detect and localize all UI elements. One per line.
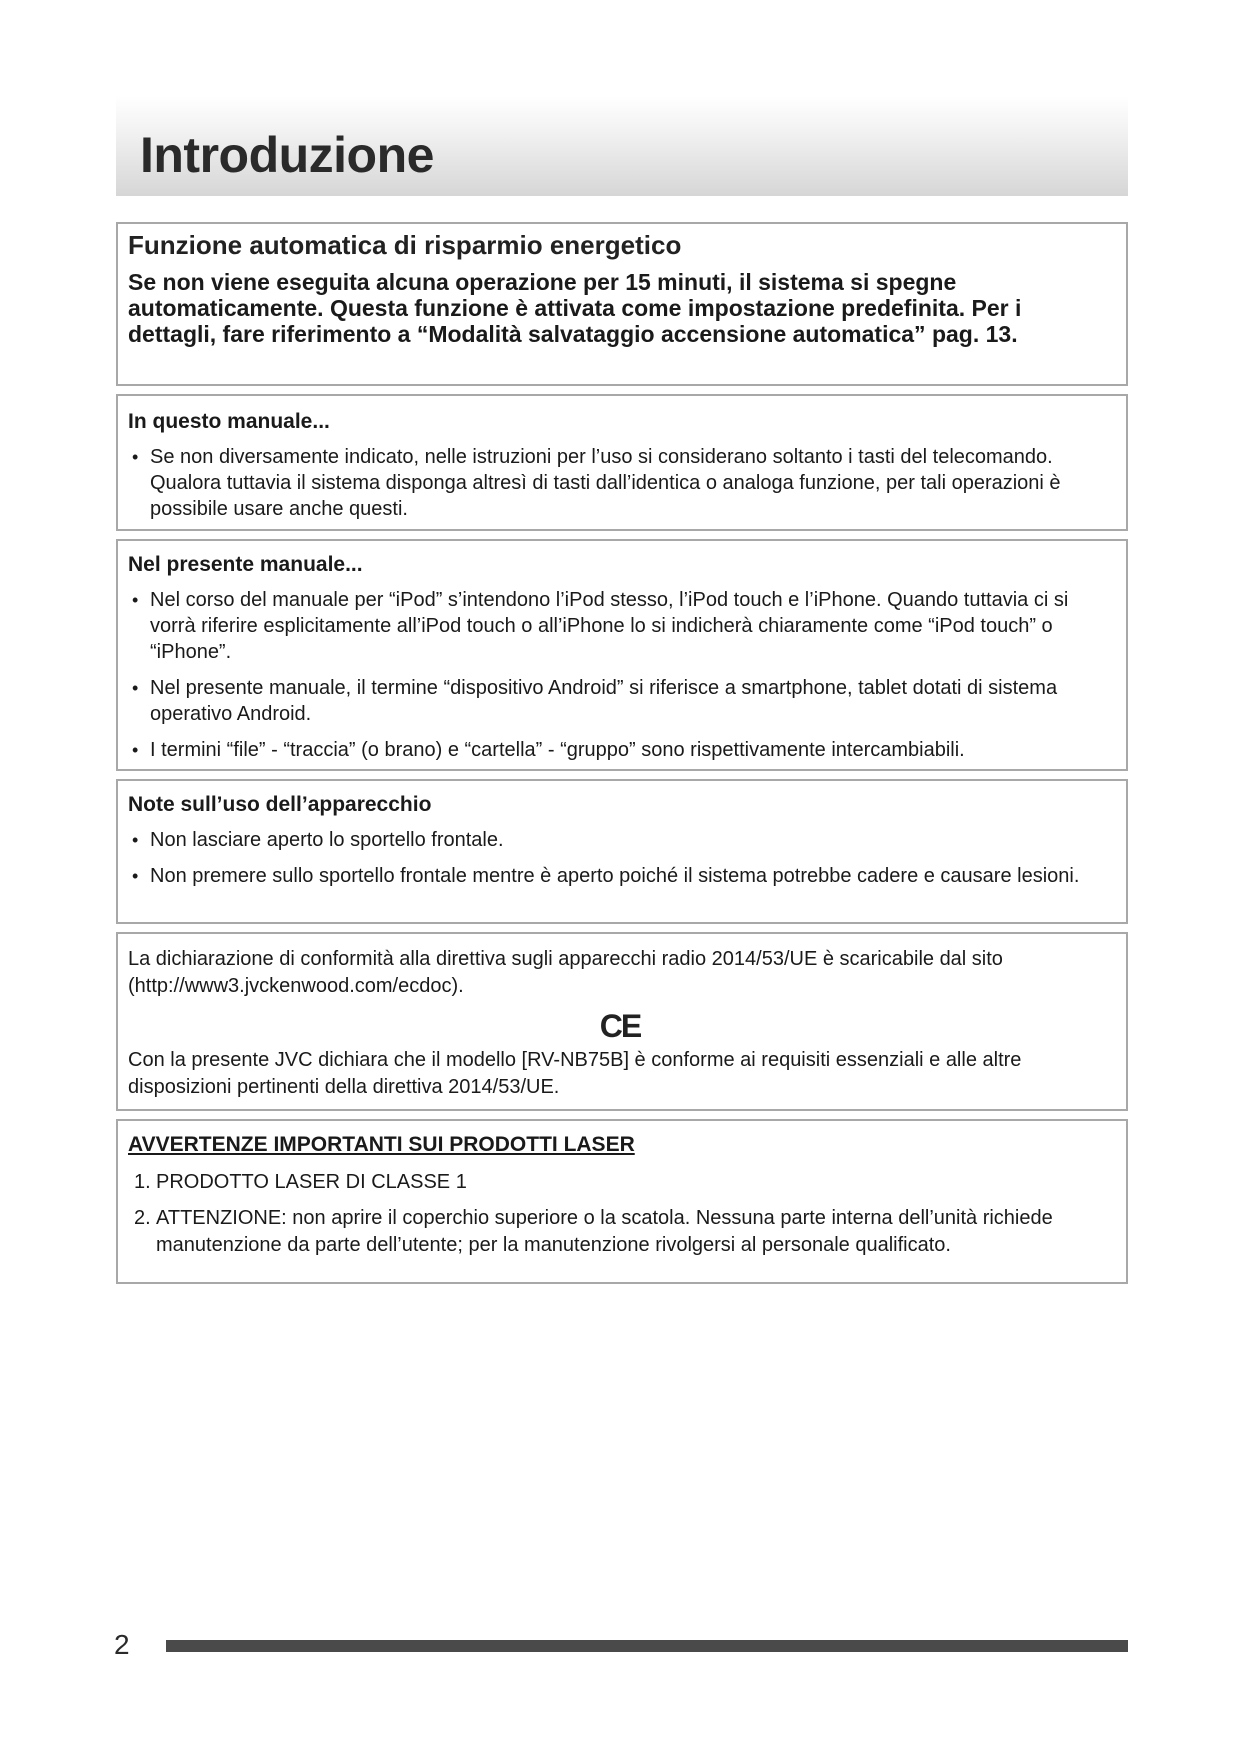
laser-box: [116, 1119, 1128, 1284]
list-item-text: Non premere sullo sportello frontale mentre è aperto poiché il sistema potrebbe cadere e causare lesioni.: [150, 865, 1080, 887]
list-item-number: 1.: [134, 1171, 151, 1193]
notes-list: [128, 827, 1112, 889]
manual-box-2-heading: Nel presente manuale...: [128, 553, 363, 576]
notes-heading: Note sull’uso dell’apparecchio: [128, 793, 432, 816]
manual-box-2-list: [128, 587, 1112, 763]
conformity-box: [116, 932, 1128, 1111]
page-title: Introduzione: [140, 127, 434, 183]
bullet-icon: •: [132, 447, 139, 467]
list-item-text: Non lasciare aperto lo sportello frontale.: [150, 829, 504, 851]
page-number: 2: [114, 1629, 130, 1660]
laser-heading: AVVERTENZE IMPORTANTI SUI PRODOTTI LASER: [128, 1133, 635, 1156]
list-item-text: Se non diversamente indicato, nelle istruzioni per l’uso si considerano soltanto i tasti del telecomando. Qualora tuttavia il sistema disponga altresì di tasti dall’identica o analoga funzione, per tali operazioni è possibile usare anche questi.: [150, 446, 1061, 520]
list-item: [128, 1169, 1112, 1196]
notes-box: [116, 779, 1128, 924]
list-item-number: 2.: [134, 1207, 151, 1229]
list-item: [128, 675, 1112, 727]
bullet-icon: •: [132, 590, 139, 610]
ce-mark-icon: CE: [599, 1008, 641, 1044]
list-item: [128, 863, 1112, 889]
footer-bar: [166, 1640, 1128, 1652]
list-item-text: PRODOTTO LASER DI CLASSE 1: [156, 1171, 467, 1193]
laser-list: [128, 1169, 1112, 1259]
bullet-icon: •: [132, 678, 139, 698]
manual-box-1-heading: In questo manuale...: [128, 410, 330, 433]
list-item: [128, 444, 1112, 522]
bullet-icon: •: [132, 740, 139, 760]
list-item: [128, 1205, 1112, 1259]
list-item: [128, 737, 1112, 763]
manual-box-1: [116, 394, 1128, 531]
energy-saving-heading: Funzione automatica di risparmio energetico: [128, 230, 682, 260]
manual-box-2: [116, 539, 1128, 771]
list-item: [128, 827, 1112, 853]
bullet-icon: •: [132, 830, 139, 850]
list-item-text: ATTENZIONE: non aprire il coperchio superiore o la scatola. Nessuna parte interna dell’unità richiede manutenzione da parte dell’utente; per la manutenzione rivolgersi al personale qualificato.: [156, 1207, 1053, 1256]
bullet-icon: •: [132, 866, 139, 886]
energy-saving-body: Se non viene eseguita alcuna operazione per 15 minuti, il sistema si spegne automaticamente. Questa funzione è attivata come impostazione predefinita. Per i dettagli, fare riferimento a “Modalità salvataggio accensione automatica” pag. 13.: [128, 269, 1022, 347]
energy-saving-box: [116, 222, 1128, 386]
list-item-text: Nel corso del manuale per “iPod” s’intendono l’iPod stesso, l’iPod touch e l’iPhone. Quando tuttavia ci si vorrà riferire esplicitamente all’iPod touch o all’iPhone lo si indicherà chiaramente come “iPod touch” o “iPhone”.: [150, 589, 1069, 663]
manual-box-1-list: [128, 444, 1112, 522]
list-item-text: Nel presente manuale, il termine “dispositivo Android” si riferisce a smartphone, tablet dotati di sistema operativo Android.: [150, 677, 1058, 725]
list-item-text: I termini “file” - “traccia” (o brano) e “cartella” - “gruppo” sono rispettivamente intercambiabili.: [150, 739, 965, 761]
conformity-text-2: Con la presente JVC dichiara che il modello [RV-NB75B] è conforme ai requisiti essenziali e alle altre disposizioni pertinenti della direttiva 2014/53/UE.: [128, 1049, 1022, 1098]
conformity-text-1: La dichiarazione di conformità alla direttiva sugli apparecchi radio 2014/53/UE è scaricabile dal sito (http://www3.jvckenwood.com/ecdoc).: [128, 948, 1003, 997]
list-item: [128, 587, 1112, 665]
title-bar: [116, 96, 1128, 196]
